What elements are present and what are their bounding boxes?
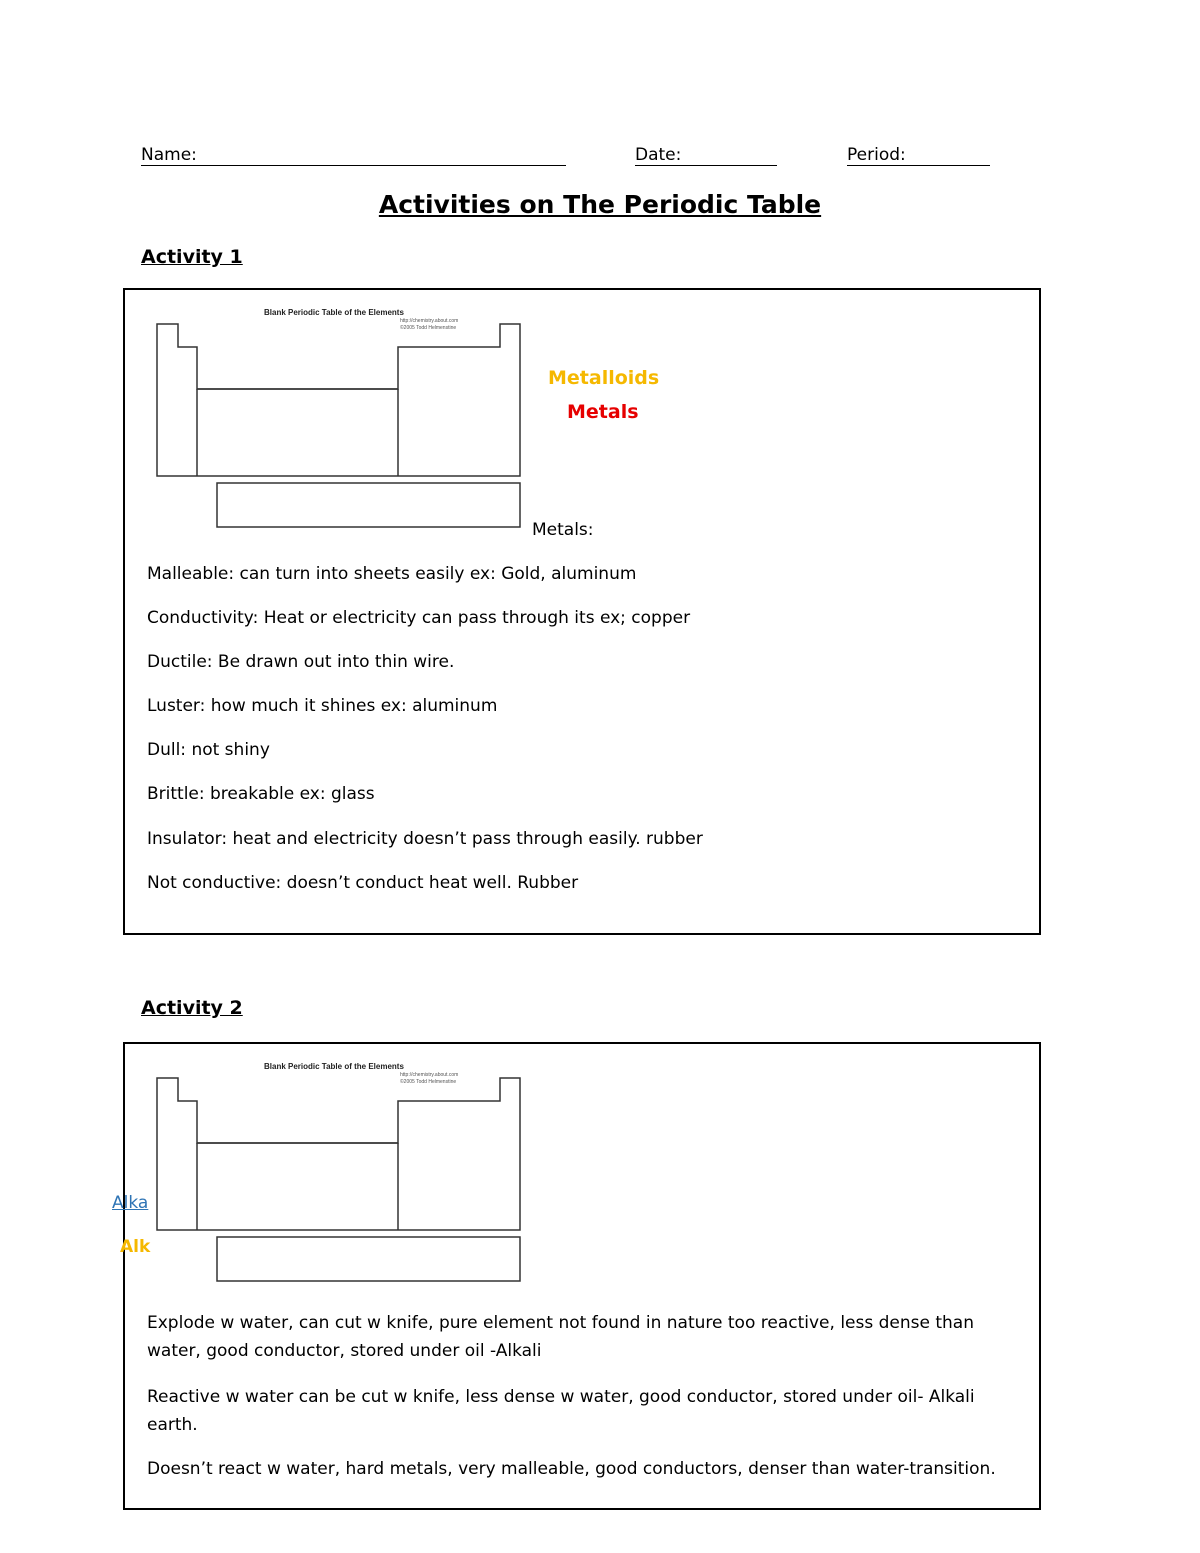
name-field[interactable] (141, 165, 566, 166)
description-paragraph: Reactive w water can be cut w knife, less dense w water, good conductor, stored under oil- Alkali earth. (147, 1387, 975, 1435)
property-line: Not conductive: doesn’t conduct heat well. Rubber (147, 873, 579, 893)
legend-metals: Metals (567, 401, 639, 423)
periodic-table-credit: ©2005 Todd Helmenstine (400, 325, 457, 331)
periodic-table-image-1 (150, 302, 530, 534)
property-line: Brittle: breakable ex: glass (147, 784, 375, 804)
description-paragraph: Doesn’t react w water, hard metals, very malleable, good conductors, denser than water-transition. (147, 1459, 996, 1479)
property-line: Malleable: can turn into sheets easily ex: Gold, aluminum (147, 564, 637, 584)
periodic-table-url: http://chemistry.about.com (400, 318, 459, 324)
periodic-table-image-2 (150, 1056, 530, 1288)
clipped-label-alkali[interactable]: Alka (112, 1193, 149, 1213)
period-label: Period: (847, 145, 906, 165)
activity-1-heading: Activity 1 (141, 246, 243, 268)
property-line: Insulator: heat and electricity doesn’t pass through easily. rubber (147, 829, 703, 849)
clipped-label-alkaline: Alk (120, 1237, 151, 1257)
activity-2-heading: Activity 2 (141, 997, 243, 1019)
property-line: Dull: not shiny (147, 740, 270, 760)
property-line: Conductivity: Heat or electricity can pass through its ex; copper (147, 608, 691, 628)
period-field[interactable] (847, 165, 990, 166)
legend-metalloids: Metalloids (548, 367, 660, 389)
name-label: Name: (141, 145, 197, 165)
description-paragraph: Explode w water, can cut w knife, pure element not found in nature too reactive, less dense than water, good conductor, stored under oil -Alkali (147, 1313, 974, 1361)
property-line: Ductile: Be drawn out into thin wire. (147, 652, 455, 672)
page-title: Activities on The Periodic Table (378, 190, 822, 219)
property-line: Luster: how much it shines ex: aluminum (147, 696, 498, 716)
periodic-table-url: http://chemistry.about.com (400, 1072, 459, 1078)
date-field[interactable] (635, 165, 777, 166)
periodic-table-title: Blank Periodic Table of the Elements (264, 1062, 404, 1071)
date-label: Date: (635, 145, 682, 165)
periodic-table-title: Blank Periodic Table of the Elements (264, 308, 404, 317)
periodic-table-credit: ©2005 Todd Helmenstine (400, 1079, 457, 1085)
metals-label: Metals: (532, 520, 594, 540)
